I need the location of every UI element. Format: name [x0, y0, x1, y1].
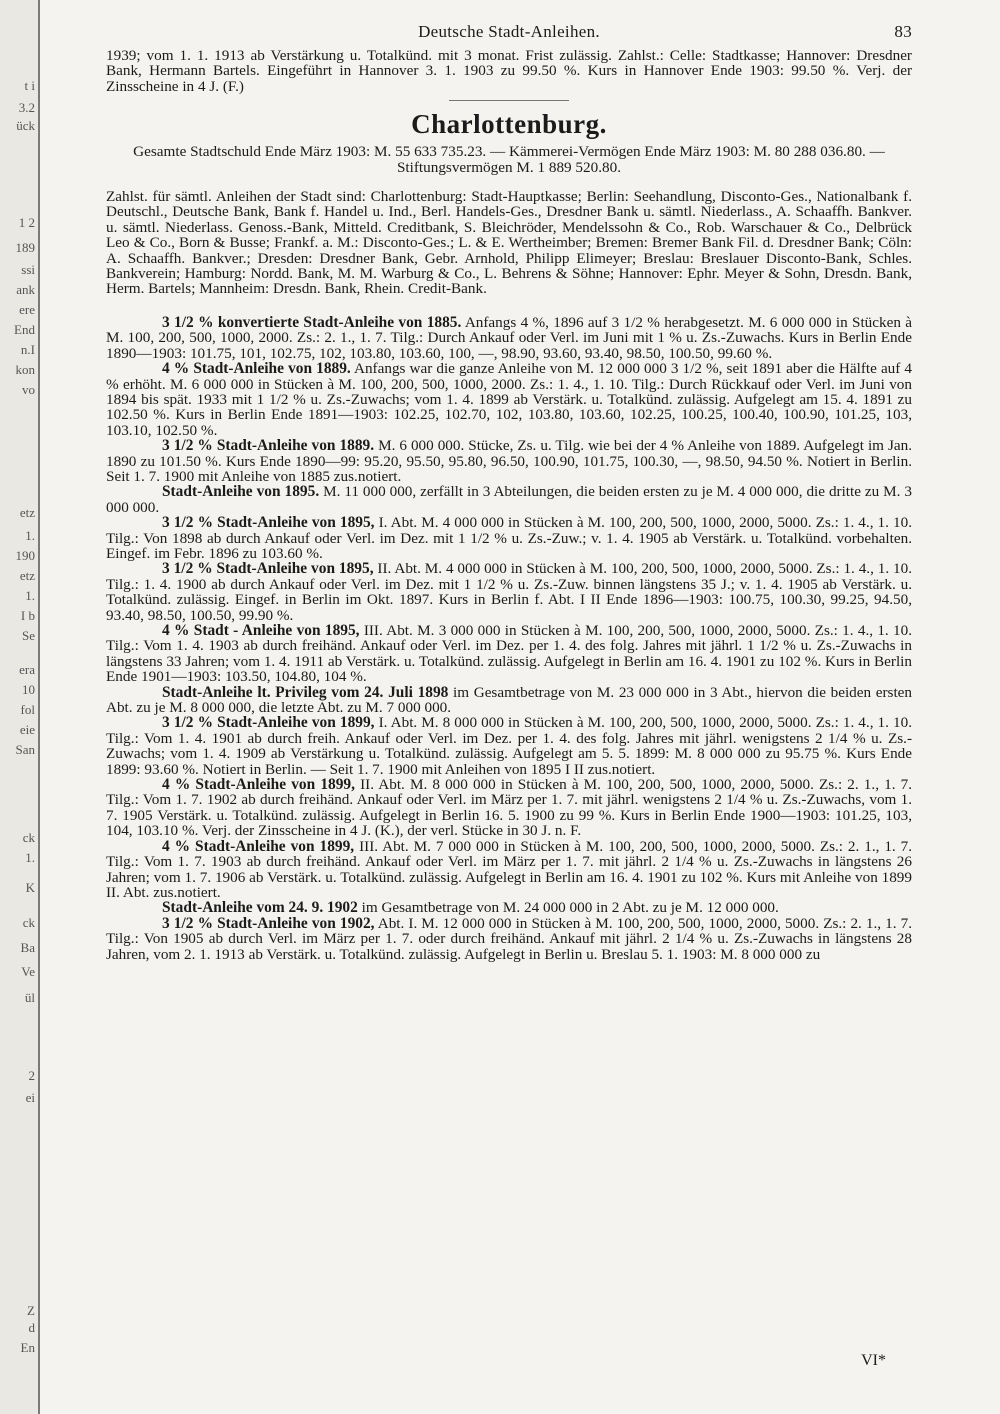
loan-entry	[106, 685, 912, 716]
prev-page-fragment: Ba	[20, 940, 35, 955]
prev-page-fragment: ck	[22, 830, 35, 845]
paying-agents-paragraph: Zahlst. für sämtl. Anleihen der Stadt sind: Charlottenburg: Stadt-Hauptkasse; Berlin: Seehandlung, Disconto-Ges., Nationalbank f. Deutschl., Deutsche Bank, Bank f. Handel u. Ind., Berl. Handels-Ges., Dresdner Bank u. sämtl. Niederlass., A. Schaaffh. Bankver. u. sämtl. Niederlass. Genoss.-Bank, Mitteld. Creditbank, S. Bleichröder, Mendelssohn & Co., Rob. Warschauer & Co., Delbrück Leo & Co., Born & Busse; Frankf. a. M.: Disconto-Ges.; L. & E. Wertheimber; Bremen: Bremer Bank Fil. d. Dresdner Bank; Cöln: A. Schaaffh. Bankver.; Dresden: Dresdner Bank, Gebr. Arnhold, Philipp Elimeyer; Breslau: Breslauer Disconto-Bank, Schles. Bankverein; Hamburg: Nordd. Bank, M. M. Warburg & Co., L. Behrens & Söhne; Hannover: Ephr. Meyer & Sohn, Dresdn. Bank, Herm. Bartels; Mannheim: Dresdn. Bank, Rhein. Credit-Bank.	[106, 188, 912, 298]
prev-page-fragment: 3.2	[18, 100, 35, 115]
loan-heading: 4 % Stadt-Anleihe von 1889.	[162, 360, 351, 378]
prev-page-fragment: ssi	[21, 262, 35, 277]
loan-entry	[106, 315, 912, 361]
loan-heading: 4 % Stadt-Anleihe von 1899,	[162, 837, 355, 855]
prev-page-fragment: I b	[20, 608, 35, 623]
loan-entry	[106, 839, 912, 901]
prev-page-fragment: t i	[24, 78, 35, 93]
prev-page-fragment: 189	[15, 240, 35, 255]
prev-page-fragment: ei	[25, 1090, 35, 1105]
loan-text: II. Abt. M. 4 000 000 in Stücken à M. 100, 200, 500, 1000, 2000, 5000. Zs.: 1. 4., 1. 10. Tilg.: 1. 4. 1900 ab durch Ankauf oder Verl. im Dez. mit 1 1/2 % u. Zs.-Zuw. binnen längstens 35 J.; v. 1. 4. 1905 ab Verstärk. u. Totalkünd. zulässig. Eingef. in Berlin im Okt. 1897. Kurs in Berlin f. Abt. I II Ende 1896—1903: 100.75, 100.30, 99.25, 94.50, 93.40, 98.50, 100.50, 99.90 %.	[106, 560, 912, 624]
loan-list	[106, 315, 912, 962]
loan-heading: 3 1/2 % Stadt-Anleihe von 1895,	[162, 560, 374, 578]
loan-text: Anfangs 4 %, 1896 auf 3 1/2 % herabgesetzt. M. 6 000 000 in Stücken à M. 100, 200, 500, 1000, 2000. Zs.: 2. 1., 1. 7. Tilg.: Durch Ankauf oder Verl. im Juni mit 1 % u. Zs.-Zuwachs. Kurs in Berlin Ende 1890—1903: 101.75, 101, 102.75, 102, 103.80, 103.60, 100, —, 98.90, 93.60, 93.40, 98.50, 100.50, 99.60 %.	[106, 313, 912, 362]
loan-text: I. Abt. M. 4 000 000 in Stücken à M. 100, 200, 500, 1000, 2000, 5000. Zs.: 1. 4., 1. 10. Tilg.: Von 1898 ab durch Ankauf oder Verl. im Dez. mit 1 1/2 % u. Zs.-Zuw.; v. 1. 4. 1905 ab Verstärk. u. Totalkünd. vorbehalten. Eingef. im Febr. 1896 zu 103.60 %.	[106, 514, 912, 562]
prev-page-fragment: kon	[15, 362, 35, 377]
loan-entry	[106, 515, 912, 561]
loan-entry	[106, 916, 912, 962]
prev-page-fragment: K	[25, 880, 35, 895]
loan-heading: 3 1/2 % Stadt-Anleihe von 1889.	[162, 437, 375, 455]
loan-heading: 3 1/2 % konvertierte Stadt-Anleihe von 1885.	[162, 313, 462, 331]
prev-page-fragment: ank	[16, 282, 35, 297]
prev-page-fragment: n.I	[20, 342, 35, 357]
prev-page-fragment: Ve	[21, 964, 35, 979]
loan-text: M. 6 000 000. Stücke, Zs. u. Tilg. wie bei der 4 % Anleihe von 1889. Aufgelegt im Jan. 1890 zu 101.50 %. Kurs Ende 1890—99: 95.20, 95.50, 95.80, 96.50, 100.90, 101.75, 100.30, —, 98.50, 94.50 %. Notiert in Berlin. Seit 1. 7. 1900 mit Anleihe von 1885 zus.notiert.	[106, 437, 912, 485]
prev-page-fragment: ül	[24, 990, 35, 1005]
signature-mark: VI*	[861, 1352, 886, 1369]
loan-heading: 4 % Stadt-Anleihe von 1899,	[162, 776, 355, 794]
loan-entry	[106, 361, 912, 438]
loan-heading: 3 1/2 % Stadt-Anleihe von 1895,	[162, 514, 375, 532]
running-header	[106, 22, 912, 48]
prev-page-fragment: Se	[22, 628, 35, 643]
loan-text: III. Abt. M. 7 000 000 in Stücken à M. 100, 200, 500, 1000, 2000, 5000. Zs.: 2. 1., 1. 7. Tilg.: Vom 1. 7. 1903 ab durch freihänd. Ankauf oder Verl. im März per 1. 7. mit jährl. 2 1/4 % u. Zs.-Zuwachs in längstens 26 Jahren; vom 1. 7. 1906 ab Verstärk. u. Totalkünd. zulässig. Aufgelegt in Berlin am 16. 4. 1901 zu 102 %. Kurs mit Anleihe von 1899 II. Abt. zus.notiert.	[106, 837, 913, 901]
prev-page-fragment: 1 2	[18, 215, 35, 230]
prev-page-fragment: En	[20, 1340, 35, 1355]
loan-heading: Stadt-Anleihe lt. Privileg vom 24. Juli 1898	[162, 683, 449, 701]
loan-text: M. 11 000 000, zerfällt in 3 Abteilungen, die beiden ersten zu je M. 4 000 000, die dritte zu M. 3 000 000.	[106, 483, 913, 516]
prev-page-fragment: etz	[19, 505, 35, 520]
running-title: Deutsche Stadt-Anleihen.	[418, 22, 600, 41]
loan-heading: Stadt-Anleihe vom 24. 9. 1902	[162, 899, 358, 917]
loan-heading: 4 % Stadt - Anleihe von 1895,	[162, 622, 360, 639]
prev-page-fragment: 2	[28, 1068, 35, 1083]
debt-summary: Gesamte Stadtschuld Ende März 1903: M. 55 633 735.23. — Kämmerei-Vermögen Ende März 1903: M. 80 288 036.80. — Stiftungsvermögen M. 1 889 520.80.	[133, 143, 885, 176]
previous-page-edge	[0, 0, 40, 1414]
prev-page-fragment: 1.	[25, 588, 35, 603]
section-divider	[449, 100, 569, 101]
loan-heading: 3 1/2 % Stadt-Anleihe von 1902,	[162, 914, 375, 932]
prev-page-fragment: era	[19, 662, 35, 677]
prev-page-fragment: ck	[22, 915, 35, 930]
prev-page-fragment: eie	[19, 722, 35, 737]
loan-entry	[106, 484, 912, 515]
loan-text: im Gesamtbetrage von M. 24 000 000 in 2 Abt. zu je M. 12 000 000.	[361, 899, 779, 917]
loan-entry	[106, 561, 912, 623]
prev-page-fragment: vo	[22, 382, 35, 397]
loan-text: im Gesamtbetrage von M. 23 000 000 in 3 Abt., hiervon die beiden ersten Abt. zu je M. 8 000 000, die letzte Abt. zu M. 7 000 000.	[106, 683, 913, 717]
prev-page-fragment: etz	[19, 568, 35, 583]
loan-entry	[106, 777, 912, 839]
loan-text: Abt. I. M. 12 000 000 in Stücken à M. 100, 200, 500, 1000, 2000, 5000. Zs.: 2. 1., 1. 7. Tilg.: Von 1905 ab durch Verl. im März per 1. 7. oder durch freihänd. Ankauf mit jährl. 2 1/4 % u. Zs.-Zuwachs in längstens 28 Jahren, vom 2. 1. 1913 ab Verstärk. u. Totalkünd. zulässig. Aufgelegt in Berlin u. Breslau 5. 1. 1903: M. 8 000 000 zu	[106, 914, 912, 963]
loan-heading: 3 1/2 % Stadt-Anleihe von 1899,	[162, 714, 375, 732]
prev-page-fragment: 1.	[25, 850, 35, 865]
footer	[106, 1352, 912, 1370]
intro-paragraph: 1939; vom 1. 1. 1913 ab Verstärkung u. Totalkünd. mit 3 monat. Frist zulässig. Zahlst.: Celle: Stadtkasse; Hannover: Dresdner Bank, Hermann Bartels. Eingeführt in Hannover 3. 1. 1903 zu 99.50 %. Kurs in Hannover Ende 1903: 99.50 %. Verj. der Zinsscheine in 4 J. (F.)	[106, 47, 912, 95]
loan-heading: Stadt-Anleihe von 1895.	[162, 483, 320, 501]
loan-text: III. Abt. M. 3 000 000 in Stücken à M. 100, 200, 500, 1000, 2000, 5000. Zs.: 1. 4., 1. 10. Tilg.: Vom 1. 4. 1903 ab durch freihänd. Ankauf oder Verl. im Dez. per 1. 4. des folg. Jahres mit jährl. 1 1/2 % u. Zs.-Zuwachs in längstens 33 Jahren; vom 1. 4. 1911 ab Verstärk. u. Totalkünd. zulässig. Aufgelegt in Berlin am 16. 4. 1901 zu 102 %. Kurs in Berlin Ende 1901—1903: 103.50, 104.80, 104 %.	[106, 622, 913, 686]
prev-page-fragment: 10	[22, 682, 35, 697]
prev-page-fragment: San	[15, 742, 35, 757]
loan-text: I. Abt. M. 8 000 000 in Stücken à M. 100, 200, 500, 1000, 2000, 5000. Zs.: 1. 4., 1. 10. Tilg.: Vom 1. 4. 1901 ab durch freih. Ankauf oder Verl. im Dez. per 1. 4. des folg. Jahres mit jährl. wenigstens 2 1/4 % u. Zs.-Zuwachs; vom 1. 4. 1909 ab Verstärkung u. Totalkünd. zulässig. Aufgelegt am 5. 5. 1899: M. 8 000 000 zu 95.75 %. Kurs Ende 1899: 93.60 %. Notiert in Berlin. — Seit 1. 7. 1900 mit Anleihen von 1895 I II zus.notiert.	[106, 714, 912, 778]
loan-entry	[106, 438, 912, 484]
prev-page-fragment: Z	[27, 1303, 35, 1318]
loan-text: II. Abt. M. 8 000 000 in Stücken à M. 100, 200, 500, 1000, 2000, 5000. Zs.: 2. 1., 1. 7. Tilg.: Vom 1. 7. 1902 ab durch freihänd. Ankauf oder Verl. im März per 1. 7. mit jährl. wenigstens 2 1/4 % u. Zs.-Zuwachs, vom 1. 7. 1905 Verstärk. u. Totalkünd. zulässig. Aufgelegt in Berlin 16. 5. 1900 zu 99 %. Kurs in Berlin Ende 1900—1903: 101.25, 103, 104, 103.10 %. Verj. der Zinsscheine in 4 J. (K.), der verl. Stücke in 30 J. n. F.	[106, 776, 912, 840]
prev-page-fragment: ere	[19, 302, 35, 317]
city-heading: Charlottenburg.	[411, 109, 607, 140]
prev-page-fragment: d	[28, 1320, 35, 1335]
prev-page-fragment: fol	[20, 702, 35, 717]
page	[106, 22, 912, 962]
loan-entry	[106, 715, 912, 777]
prev-page-fragment: 1.	[25, 528, 35, 543]
prev-page-fragment: ück	[16, 118, 35, 133]
prev-page-fragment: End	[14, 322, 35, 337]
prev-page-fragment: 190	[15, 548, 35, 563]
page-number: 83	[894, 22, 912, 41]
loan-text: Anfangs war die ganze Anleihe von M. 12 000 000 3 1/2 %, seit 1891 aber die Hälfte auf 4 % erhöht. M. 6 000 000 in Stücken à M. 100, 200, 500, 1000, 2000. Zs.: 1. 4., 1. 10. Tilg.: Durch Rückkauf oder Verl. im Juni von 1894 bis spät. 1933 mit 1 1/2 % u. Zs.-Zuwachs; vom 1. 4. 1899 ab Verstärk. u. Totalkünd. zulässig. Aufgelegt am 15. 4. 1891 zu 102.50 %. Kurs in Berlin Ende 1891—1903: 102.25, 102.70, 102, 103.80, 103.60, 102.25, 100.25, 100.40, 100.90, 101.25, 103, 103.10, 102.50 %.	[106, 360, 912, 439]
loan-entry	[106, 623, 912, 685]
loan-entry	[106, 900, 912, 915]
